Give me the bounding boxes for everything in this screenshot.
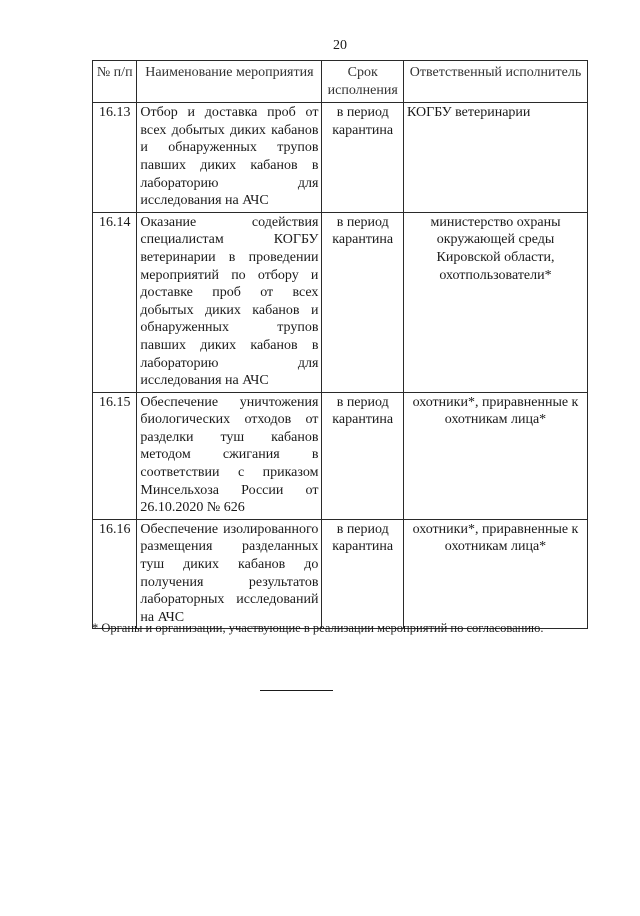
row-responsible: КОГБУ ветеринарии: [404, 103, 588, 213]
table-row: [93, 519, 588, 629]
page-number: 20: [333, 38, 347, 53]
row-term: в период карантина: [322, 392, 404, 519]
header-num: № п/п: [93, 61, 137, 103]
row-responsible: охотники*, приравненные к охотникам лица*: [404, 519, 588, 629]
header-term: Срок исполнения: [322, 61, 404, 103]
header-name: Наименование мероприятия: [137, 61, 322, 103]
row-name: Оказание содействия специалистам КОГБУ ветеринарии в проведении мероприятий по отбору и доставке проб от всех добытых диких кабанов и обнаруженных трупов павших диких кабанов в лабораторию для исследования на АЧС: [137, 212, 322, 392]
table-header-row: [93, 61, 588, 103]
footnote: * Органы и организации, участвующие в реализации мероприятий по согласованию.: [92, 621, 544, 635]
row-term: в период карантина: [322, 519, 404, 629]
table-row: [93, 212, 588, 392]
row-name: Обеспечение уничтожения биологических отходов от разделки туш кабанов методом сжигания в соответствии с приказом Минсельхоза России от 26.10.2020 № 626: [137, 392, 322, 519]
header-responsible: Ответственный исполнитель: [404, 61, 588, 103]
row-name: Отбор и доставка проб от всех добытых диких кабанов и обнаруженных трупов павших диких кабанов в лабораторию для исследования на АЧС: [137, 103, 322, 213]
table-row: [93, 392, 588, 519]
row-num: 16.14: [93, 212, 137, 392]
row-term: в период карантина: [322, 212, 404, 392]
row-num: 16.13: [93, 103, 137, 213]
end-divider: [260, 690, 333, 691]
measures-table: [92, 60, 588, 629]
row-term: в период карантина: [322, 103, 404, 213]
row-num: 16.16: [93, 519, 137, 629]
table-row: [93, 103, 588, 213]
row-responsible: министерство охраны окружающей среды Кировской области, охотпользователи*: [404, 212, 588, 392]
row-responsible: охотники*, приравненные к охотникам лица*: [404, 392, 588, 519]
row-num: 16.15: [93, 392, 137, 519]
row-name: Обеспечение изолированного размещения разделанных туш диких кабанов до получения результатов лабораторных исследований на АЧС: [137, 519, 322, 629]
